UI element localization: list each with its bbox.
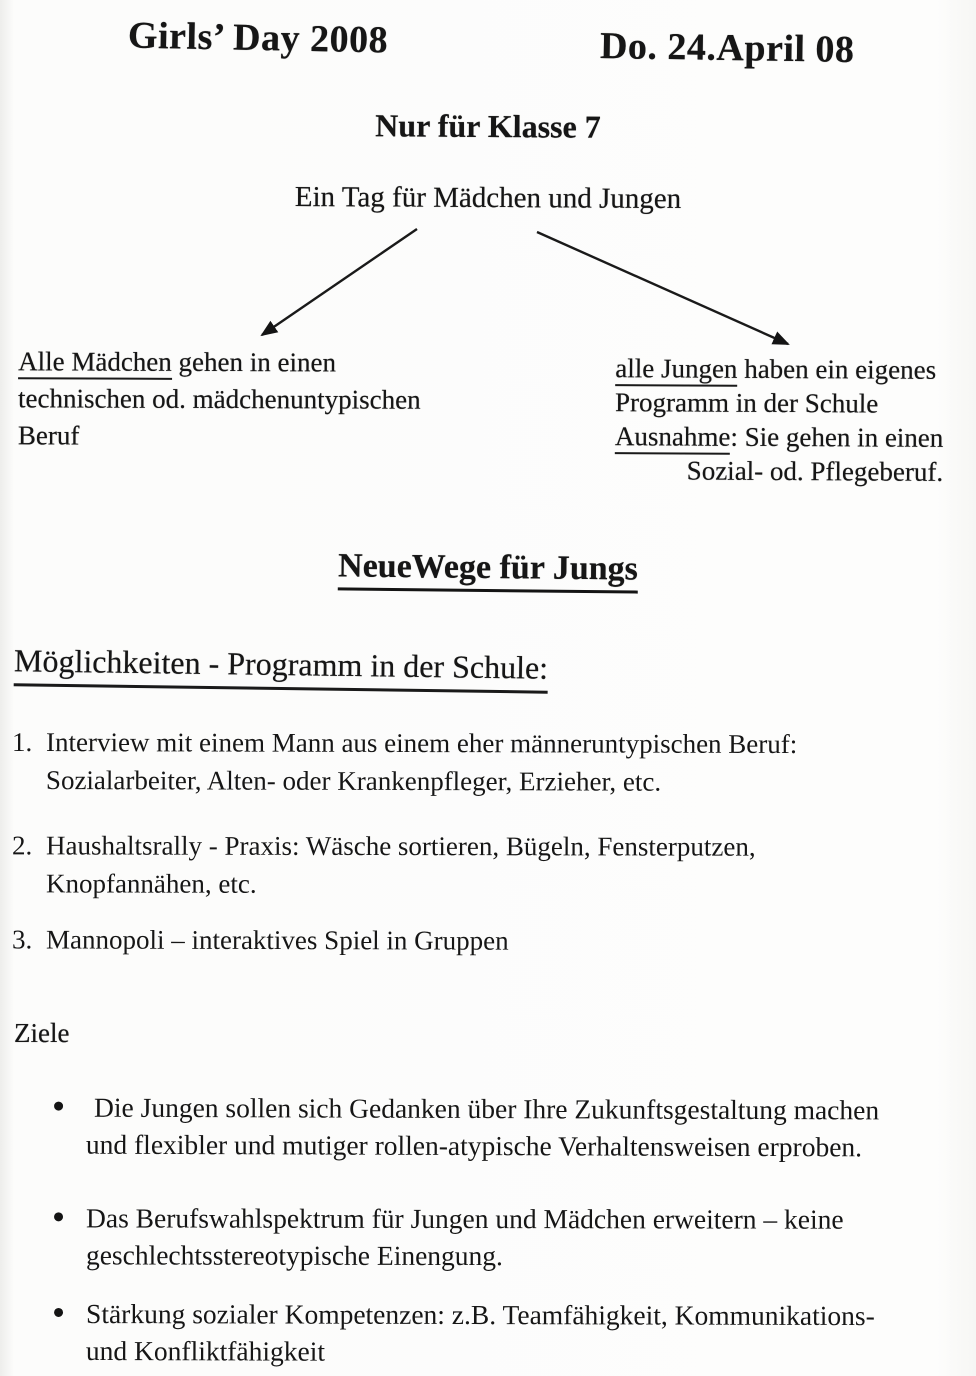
item-number: 1. [12,726,33,758]
tagline: Ein Tag für Mädchen und Jungen [294,180,682,216]
branch-girls-line2: technischen od. mädchenuntypischen [17,383,421,415]
split-arrows [0,215,976,365]
item-number: 3. [11,924,33,955]
goal-line: Stärkung sozialer Kompetenzen: z.B. Teamfähigkeit, Kommunikations- [86,1298,875,1332]
program-item-2 [12,826,756,903]
bullet-dot [54,1308,63,1317]
branch-boys [615,351,944,489]
branch-boys-line1: alle Jungen haben ein eigenes [615,353,937,385]
arrow-left-icon [262,229,417,335]
section-heading-neuewege: NeueWege für Jungs [0,544,976,592]
branch-boys-line2: Programm in der Schule [615,387,879,419]
class-restriction-heading: Nur für Klasse 7 [375,107,601,145]
event-date: Do. 24.April 08 [599,25,855,71]
item-line: Haushaltsrally - Praxis: Wäsche sortieren, Bügeln, Fensterputzen, [46,830,756,862]
goal-line: Das Berufswahlspektrum für Jungen und Mädchen erweitern – keine [86,1202,844,1235]
program-item-1 [12,723,797,801]
boys-lead: alle Jungen [615,353,737,387]
branch-girls-line3: Beruf [17,420,80,451]
subsection-heading-moeglichkeiten: Möglichkeiten - Programm in der Schule: [14,642,549,686]
goal-line: und flexibler und mutiger rollen-atypische Verhaltensweisen erproben. [85,1128,863,1163]
goal-item-2 [52,1199,844,1274]
goal-line: geschlechtsstereotypische Einengung. [85,1239,503,1272]
goals-heading: Ziele [14,1018,70,1048]
goal-item-1 [52,1089,879,1166]
bullet-dot [54,1212,63,1221]
item-number: 2. [12,830,33,861]
item-line: Interview mit einem Mann aus einem eher männeruntypischen Beruf: [46,727,798,760]
exception-lead: Ausnahme [615,421,731,455]
branch-girls-line1: Alle Mädchen gehen in einen [18,343,421,381]
event-title: Girls’ Day 2008 [127,14,389,62]
arrow-right-icon [537,232,788,344]
item-line: Sozialarbeiter, Alten- oder Krankenpfleger, Erzieher, etc. [45,765,662,797]
branch-girls [18,343,421,455]
item-line: Knopfannähen, etc. [45,868,257,899]
goal-line: Die Jungen sollen sich Gedanken über Ihre Zukunftsgestaltung machen [94,1091,880,1126]
branch-boys-line3: Ausnahme: Sie gehen in einen [614,421,944,453]
program-item-3 [12,920,509,959]
goal-item-3 [52,1295,875,1371]
bullet-dot [54,1102,63,1111]
girls-lead: Alle Mädchen [18,346,172,380]
item-line: Mannopoli – interaktives Spiel in Gruppen [45,924,509,956]
goal-line: und Konfliktfähigkeit [85,1335,326,1367]
branch-boys-line4: Sozial- od. Pflegeberuf. [686,455,944,487]
